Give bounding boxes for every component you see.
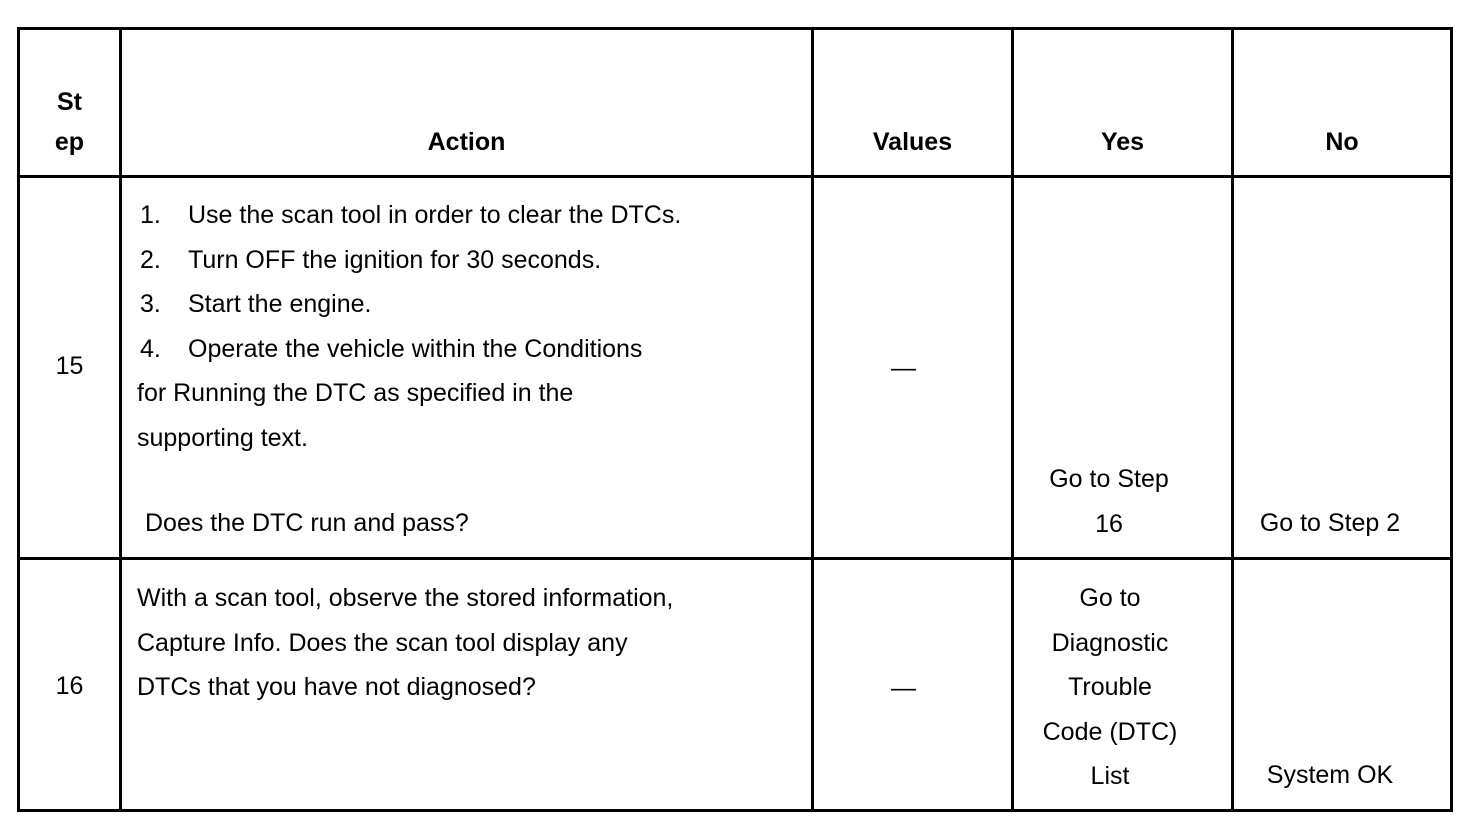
header-action: Action xyxy=(427,128,506,156)
row-16-action: With a scan tool, observe the stored information, Capture Info. Does the scan tool display any DTCs that you have not diagnosed? xyxy=(137,584,674,702)
row-15-yes: Go to Step 16 xyxy=(1049,465,1169,538)
list-item: 1. Use the scan tool in order to clear the DTCs. xyxy=(140,201,682,229)
row-16-no: System OK xyxy=(1266,761,1394,789)
list-item: 2. Turn OFF the ignition for 30 seconds. xyxy=(140,245,602,274)
header-step: St ep xyxy=(54,88,85,156)
row-15-step: 15 xyxy=(55,352,84,380)
row-15-no: Go to Step 2 xyxy=(1259,509,1401,537)
row-16-values: — xyxy=(891,674,916,702)
header-values: Values xyxy=(872,128,953,156)
row-divider xyxy=(20,557,1450,560)
header-no: No xyxy=(1325,128,1359,156)
row-15-action-question: Does the DTC run and pass? xyxy=(145,509,469,537)
diagnostic-table xyxy=(17,27,1453,812)
row-15-values: — xyxy=(891,354,916,382)
list-item: 4. Operate the vehicle within the Conditions xyxy=(140,334,643,363)
header-yes: Yes xyxy=(1100,128,1145,156)
row-16-yes: Go to Diagnostic Trouble Code (DTC) List xyxy=(1042,584,1178,791)
row-15-action-steps xyxy=(140,193,681,371)
list-item: 3. Start the engine. xyxy=(140,290,372,319)
row-divider xyxy=(20,175,1450,178)
row-16-step: 16 xyxy=(55,672,84,700)
row-15-action-continuation: for Running the DTC as specified in the supporting text. xyxy=(137,379,574,452)
